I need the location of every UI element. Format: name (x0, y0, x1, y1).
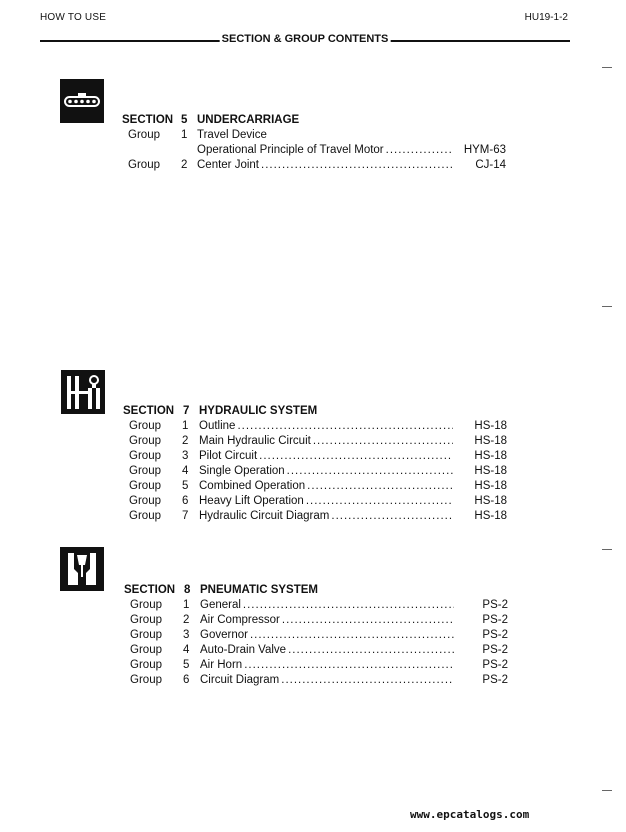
page-reference: HS-18 (474, 420, 507, 432)
group-label: Group (130, 674, 162, 686)
group-title: Auto-Drain Valve (200, 644, 287, 656)
group-number: 5 (182, 480, 189, 492)
section-number: 7 (183, 405, 190, 417)
section-label: SECTION (122, 114, 174, 126)
group-title: Governor (200, 629, 248, 641)
group-label: Group (129, 510, 161, 522)
group-title: Main Hydraulic Circuit (199, 435, 311, 447)
group-title: Single Operation (199, 465, 285, 477)
page-reference: PS-2 (482, 644, 508, 656)
group-title: Operational Principle of Travel Motor (197, 144, 384, 156)
group-label: Group (130, 599, 162, 611)
group-number: 5 (183, 659, 190, 671)
group-title: Travel Device (197, 129, 267, 141)
group-number: 1 (183, 599, 190, 611)
group-title: Pilot Circuit (199, 450, 258, 462)
group-title: Outline (199, 420, 236, 432)
dot-leader (288, 643, 454, 658)
group-entry (200, 628, 456, 643)
group-label: Group (130, 614, 162, 626)
group-label: Group (129, 495, 161, 507)
group-label: Group (130, 659, 162, 671)
group-title: Heavy Lift Operation (199, 495, 304, 507)
page-reference: PS-2 (482, 629, 508, 641)
group-number: 6 (183, 674, 190, 686)
group-entry (197, 158, 454, 173)
page-reference: HS-18 (474, 495, 507, 507)
group-entry (199, 434, 455, 449)
group-title: Air Horn (200, 659, 243, 671)
page-reference: PS-2 (482, 659, 508, 671)
group-entry (199, 509, 455, 524)
group-number: 2 (183, 614, 190, 626)
section-title: UNDERCARRIAGE (197, 114, 300, 126)
page-reference: PS-2 (482, 599, 508, 611)
section-number: 5 (181, 114, 188, 126)
track-icon (60, 79, 104, 123)
group-title: Combined Operation (199, 480, 306, 492)
group-title: Circuit Diagram (200, 674, 280, 686)
page-reference: PS-2 (482, 674, 508, 686)
page-reference: CJ-14 (475, 159, 506, 171)
section-group-rule (40, 33, 570, 47)
group-entry (199, 464, 455, 479)
group-label: Group (129, 420, 161, 432)
dot-leader (281, 673, 454, 688)
group-number: 3 (183, 629, 190, 641)
group-entry (200, 613, 456, 628)
dot-leader (237, 419, 453, 434)
group-number: 4 (183, 644, 190, 656)
dot-leader (386, 143, 452, 158)
dot-leader (250, 628, 454, 643)
group-number: 1 (182, 420, 189, 432)
group-entry (200, 658, 456, 673)
margin-tick (602, 790, 612, 791)
page-reference: HS-18 (474, 450, 507, 462)
dot-leader (287, 464, 453, 479)
margin-tick (602, 67, 612, 68)
group-number: 2 (181, 159, 188, 171)
group-entry (199, 449, 455, 464)
group-number: 4 (182, 465, 189, 477)
page-reference: HYM-63 (463, 144, 506, 156)
page-reference: HS-18 (474, 435, 507, 447)
section-number: 8 (184, 584, 191, 596)
header-right: HU19-1-2 (524, 12, 568, 23)
group-label: Group (129, 465, 161, 477)
group-entry (197, 128, 397, 143)
page-reference: HS-18 (474, 480, 507, 492)
header-left: HOW TO USE (40, 12, 107, 23)
group-entry (199, 494, 455, 509)
group-entry (197, 143, 454, 158)
group-entry (200, 643, 456, 658)
dot-leader (259, 449, 453, 464)
group-title: Air Compressor (200, 614, 280, 626)
group-title: General (200, 599, 241, 611)
group-number: 3 (182, 450, 189, 462)
dot-leader (313, 434, 453, 449)
dot-leader (331, 509, 453, 524)
group-label: Group (128, 159, 160, 171)
group-number: 2 (182, 435, 189, 447)
page-reference: PS-2 (482, 614, 508, 626)
group-title: Center Joint (197, 159, 260, 171)
group-number: 1 (181, 129, 188, 141)
margin-tick (602, 306, 612, 307)
group-label: Group (129, 480, 161, 492)
group-entry (199, 419, 455, 434)
hydraulic-icon (61, 370, 105, 414)
group-entry (200, 673, 456, 688)
dot-leader (306, 494, 453, 509)
dot-leader (261, 158, 452, 173)
footer-url: www.epcatalogs.com (410, 808, 530, 821)
page-reference: HS-18 (474, 465, 507, 477)
pneumatic-icon (60, 547, 104, 591)
margin-tick (602, 549, 612, 550)
group-entry (199, 479, 455, 494)
section-label: SECTION (124, 584, 176, 596)
group-label: Group (130, 644, 162, 656)
group-label: Group (130, 629, 162, 641)
group-label: Group (129, 450, 161, 462)
section-title: PNEUMATIC SYSTEM (200, 584, 318, 596)
dot-leader (307, 479, 453, 494)
dot-leader (244, 658, 454, 673)
page-reference: HS-18 (474, 510, 507, 522)
dot-leader (243, 598, 454, 613)
rule-banner: SECTION & GROUP CONTENTS (221, 33, 389, 45)
group-label: Group (128, 129, 160, 141)
group-entry (200, 598, 456, 613)
group-number: 6 (182, 495, 189, 507)
group-number: 7 (182, 510, 189, 522)
section-title: HYDRAULIC SYSTEM (199, 405, 318, 417)
group-label: Group (129, 435, 161, 447)
dot-leader (282, 613, 454, 628)
group-title: Hydraulic Circuit Diagram (199, 510, 330, 522)
section-label: SECTION (123, 405, 175, 417)
